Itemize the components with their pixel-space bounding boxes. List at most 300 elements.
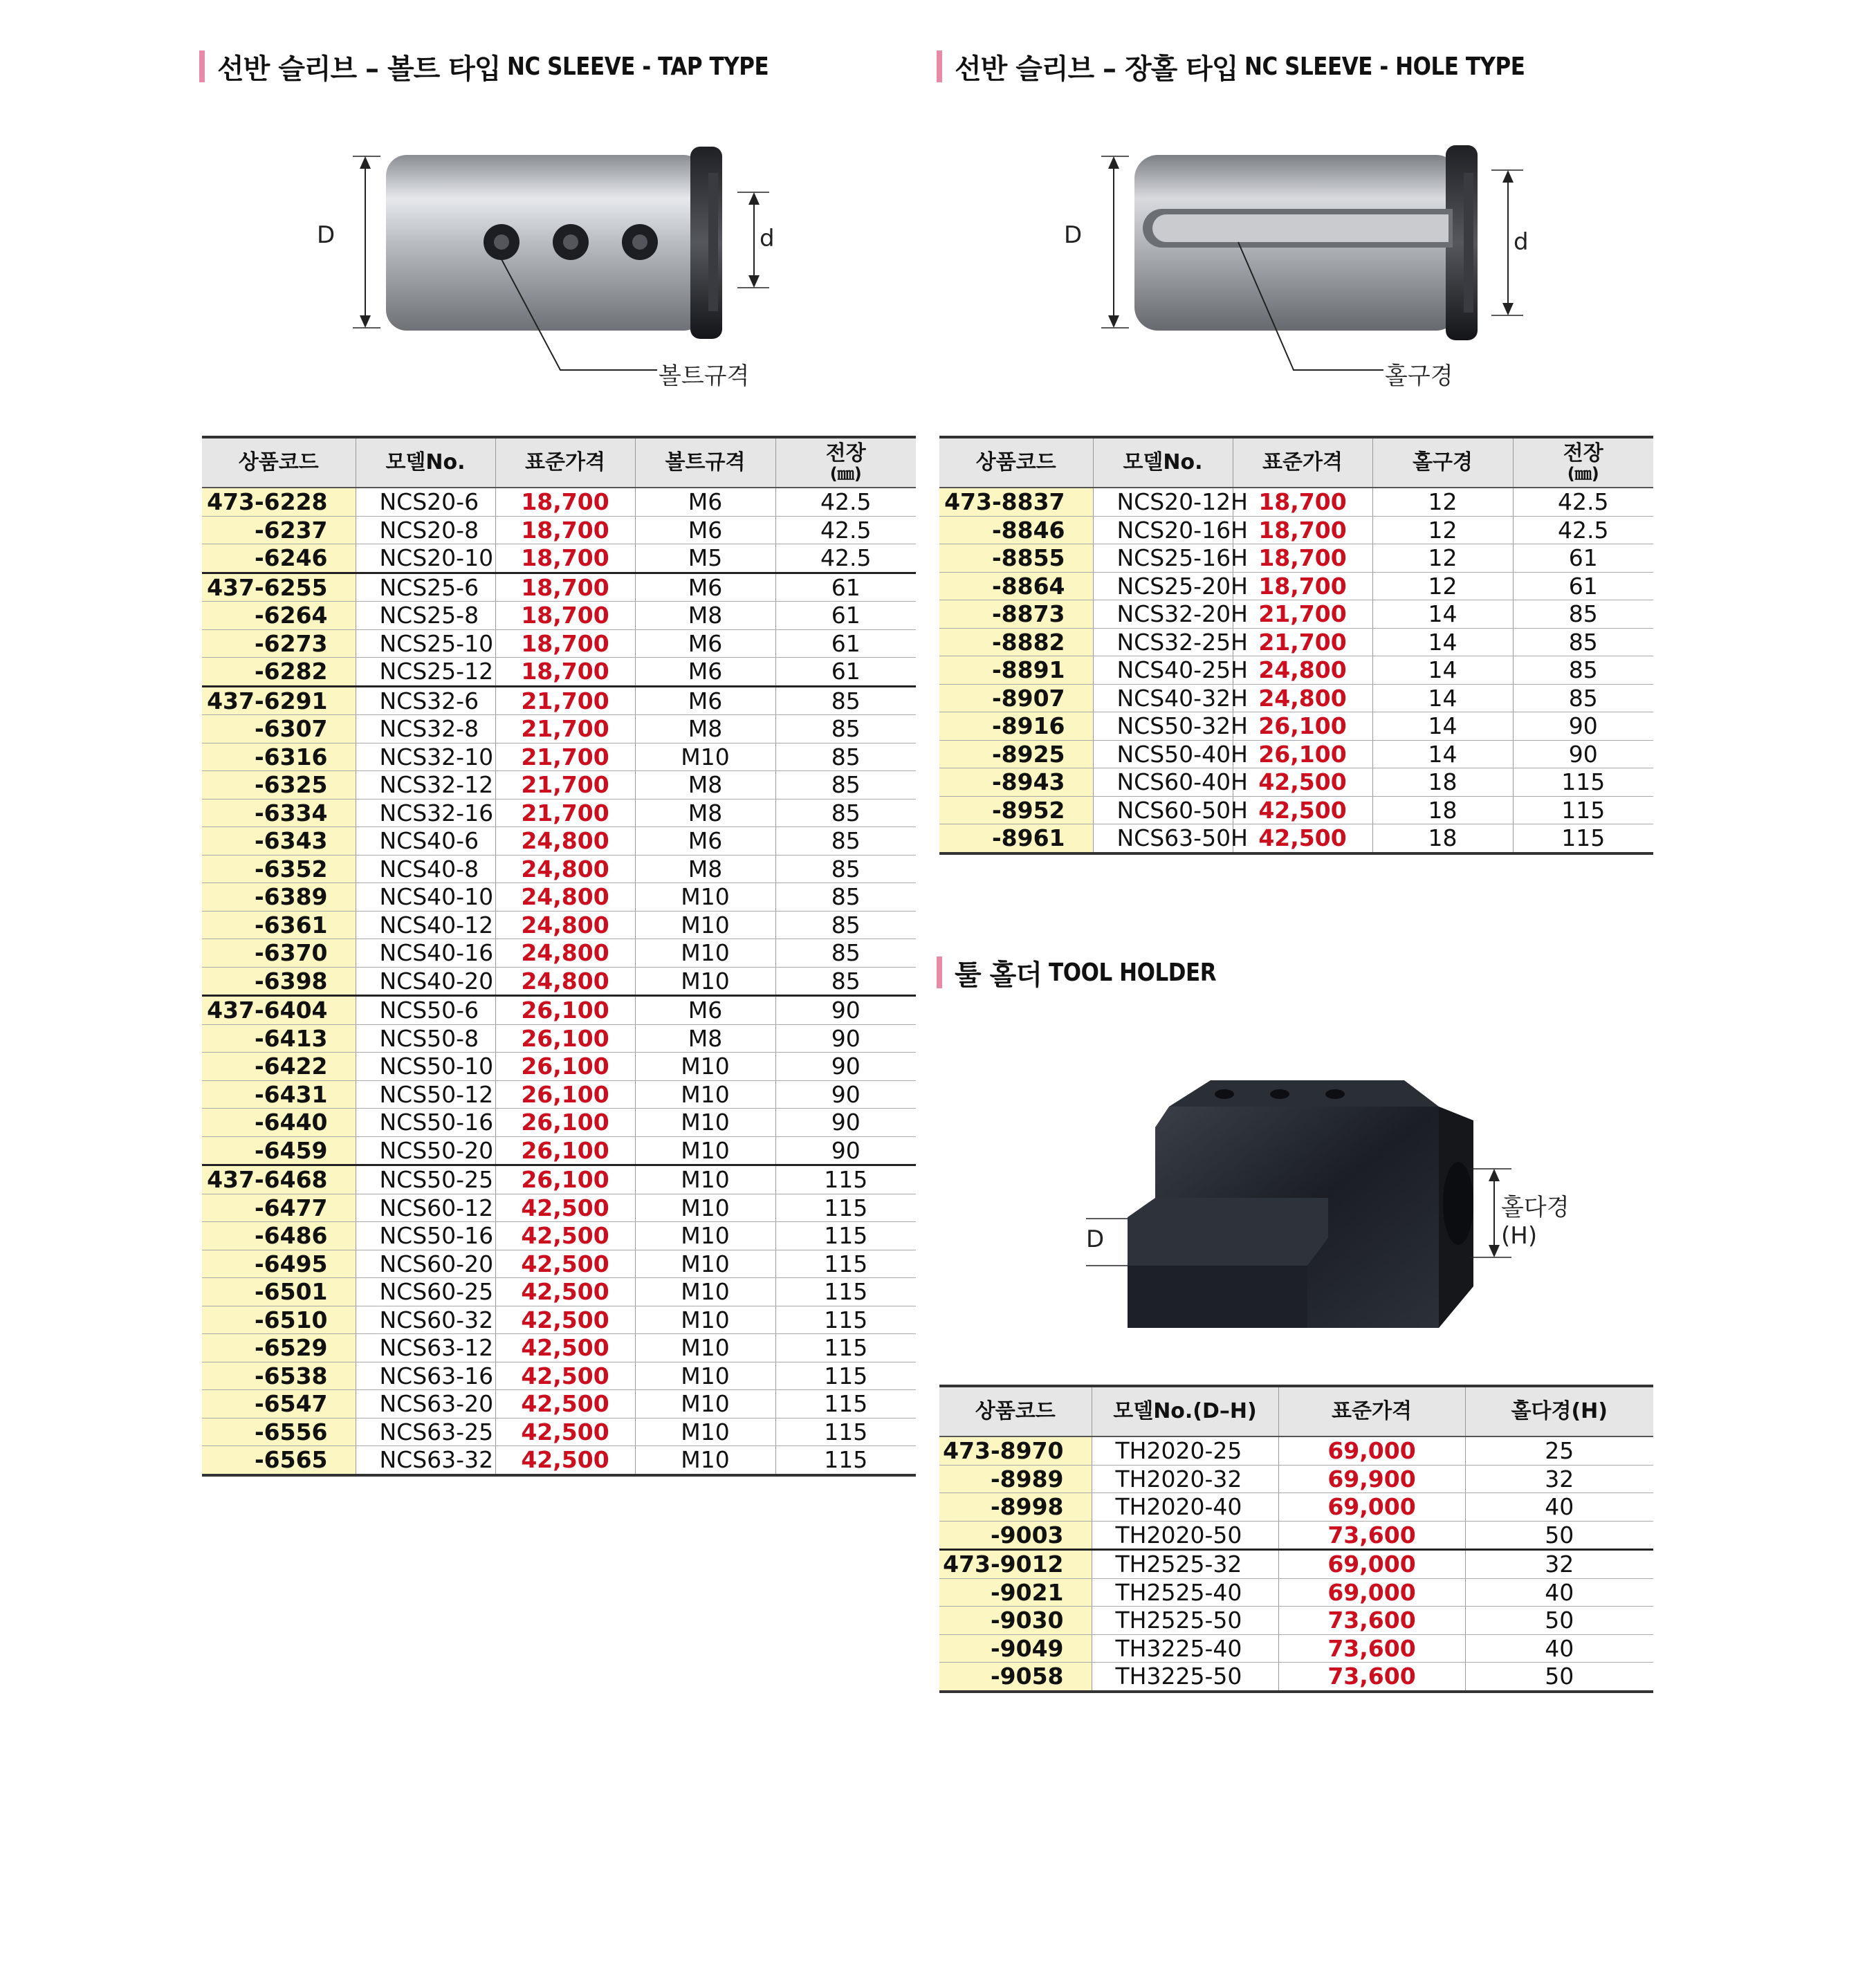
- table-row: [202, 1222, 916, 1250]
- price-cell: 24,800: [495, 855, 635, 883]
- product-code-cell: -6556: [202, 1418, 356, 1446]
- table-row: [202, 488, 916, 516]
- length-cell: 85: [775, 743, 916, 771]
- table-row: [939, 768, 1653, 797]
- hole-size-cell: 14: [1372, 684, 1513, 712]
- table-row: [939, 796, 1653, 824]
- model-no-cell: NCS60-50H: [1093, 796, 1233, 824]
- price-cell: 24,800: [495, 939, 635, 968]
- table-row: [202, 1446, 916, 1475]
- product-code-cell: 437-6255: [202, 573, 356, 602]
- col-header-std-price: 표준가격: [1278, 1386, 1465, 1436]
- length-cell: 85: [775, 686, 916, 715]
- product-code-cell: -8864: [939, 572, 1093, 600]
- table-row: [939, 712, 1653, 741]
- length-label: 전장: [825, 441, 866, 465]
- holder-dia-cell: 40: [1465, 1493, 1653, 1522]
- table-row: [939, 1578, 1653, 1607]
- model-no-cell: TH2525-32: [1092, 1550, 1278, 1579]
- hole-label-d: d: [1514, 228, 1529, 256]
- bolt-size-cell: M6: [635, 827, 775, 856]
- model-no-cell: TH2020-50: [1092, 1521, 1278, 1550]
- model-no-cell: NCS32-20H: [1093, 600, 1233, 629]
- table-row: [939, 656, 1653, 685]
- table-row: [202, 602, 916, 630]
- table-row: [939, 684, 1653, 712]
- price-cell: 42,500: [1233, 824, 1372, 853]
- table-row: [939, 1436, 1653, 1465]
- product-code-cell: -6361: [202, 911, 356, 939]
- bolt-size-cell: M10: [635, 1165, 775, 1194]
- table-row: [202, 686, 916, 715]
- product-code-cell: -6486: [202, 1222, 356, 1250]
- product-code-cell: 473-8970: [939, 1436, 1092, 1465]
- bolt-size-cell: M8: [635, 715, 775, 743]
- length-cell: 90: [775, 1024, 916, 1053]
- hole-size-cell: 14: [1372, 600, 1513, 629]
- bolt-size-cell: M10: [635, 1362, 775, 1390]
- length-cell: 42.5: [775, 488, 916, 516]
- hole-title-ko: 선반 슬리브 – 장홀 타입: [955, 53, 1238, 85]
- table-row: [202, 658, 916, 687]
- product-code-cell: -8925: [939, 740, 1093, 768]
- product-code-cell: -6477: [202, 1194, 356, 1222]
- length-cell: 90: [775, 1109, 916, 1137]
- model-no-cell: NCS60-32: [356, 1306, 495, 1334]
- price-cell: 42,500: [495, 1446, 635, 1475]
- price-cell: 42,500: [495, 1194, 635, 1222]
- table-row: [202, 1278, 916, 1306]
- model-no-cell: NCS40-6: [356, 827, 495, 856]
- bolt-size-cell: M6: [635, 658, 775, 687]
- hole-size-cell: 12: [1372, 516, 1513, 544]
- bolt-size-cell: M8: [635, 1024, 775, 1053]
- holder-title-en: TOOL HOLDER: [1048, 958, 1217, 987]
- bolt-size-cell: M10: [635, 1109, 775, 1137]
- product-code-cell: -6510: [202, 1306, 356, 1334]
- col-header-product-code: 상품코드: [939, 437, 1093, 488]
- product-code-cell: -8907: [939, 684, 1093, 712]
- table-row: [939, 600, 1653, 629]
- model-no-cell: NCS40-20: [356, 967, 495, 996]
- length-cell: 42.5: [1513, 516, 1653, 544]
- price-cell: 18,700: [1233, 544, 1372, 573]
- model-no-cell: NCS25-8: [356, 602, 495, 630]
- product-code-cell: -6440: [202, 1109, 356, 1137]
- length-cell: 42.5: [1513, 488, 1653, 516]
- price-cell: 26,100: [495, 1080, 635, 1109]
- price-cell: 18,700: [495, 573, 635, 602]
- hole-title-en: NC SLEEVE - HOLE TYPE: [1244, 52, 1525, 81]
- model-no-cell: NCS25-16H: [1093, 544, 1233, 573]
- model-no-cell: NCS50-10: [356, 1053, 495, 1081]
- table-row: [939, 1521, 1653, 1550]
- product-code-cell: -6547: [202, 1390, 356, 1418]
- col-header-std-price: 표준가격: [1233, 437, 1372, 488]
- table-row: [202, 573, 916, 602]
- product-code-cell: 473-9012: [939, 1550, 1092, 1579]
- bolt-size-cell: M10: [635, 1053, 775, 1081]
- model-no-cell: NCS40-25H: [1093, 656, 1233, 685]
- table-header-row: [202, 437, 916, 488]
- col-header-bolt-size: 볼트규격: [635, 437, 775, 488]
- price-cell: 42,500: [495, 1390, 635, 1418]
- model-no-cell: NCS32-16: [356, 799, 495, 827]
- table-row: [939, 1550, 1653, 1579]
- length-cell: 115: [775, 1334, 916, 1362]
- price-cell: 21,700: [1233, 628, 1372, 656]
- length-cell: 61: [775, 573, 916, 602]
- price-cell: 21,700: [1233, 600, 1372, 629]
- bolt-size-cell: M6: [635, 488, 775, 516]
- product-code-cell: -6264: [202, 602, 356, 630]
- tap-label-D: D: [317, 221, 335, 249]
- length-cell: 85: [775, 715, 916, 743]
- model-no-cell: NCS20-8: [356, 516, 495, 544]
- product-code-cell: -8873: [939, 600, 1093, 629]
- table-row: [939, 1493, 1653, 1522]
- tap-sleeve-figure: [311, 131, 796, 401]
- price-cell: 21,700: [495, 686, 635, 715]
- product-code-cell: -8998: [939, 1493, 1092, 1522]
- bolt-size-cell: M10: [635, 1278, 775, 1306]
- product-code-cell: -6459: [202, 1136, 356, 1165]
- price-cell: 42,500: [495, 1418, 635, 1446]
- table-row: [202, 1418, 916, 1446]
- price-cell: 42,500: [495, 1250, 635, 1278]
- table-row: [202, 1136, 916, 1165]
- product-code-cell: -8961: [939, 824, 1093, 853]
- table-row: [202, 1080, 916, 1109]
- hole-size-cell: 14: [1372, 628, 1513, 656]
- table-row: [202, 743, 916, 771]
- table-row: [202, 1306, 916, 1334]
- hole-sleeve-figure: [1058, 131, 1543, 401]
- model-no-cell: NCS40-32H: [1093, 684, 1233, 712]
- bolt-size-cell: M8: [635, 799, 775, 827]
- length-cell: 61: [775, 602, 916, 630]
- length-cell: 85: [1513, 684, 1653, 712]
- product-code-cell: 473-6228: [202, 488, 356, 516]
- hole-size-cell: 12: [1372, 544, 1513, 573]
- hole-callout-hole-size: 홀구경: [1385, 362, 1453, 390]
- product-code-cell: -6352: [202, 855, 356, 883]
- length-cell: 85: [1513, 600, 1653, 629]
- product-code-cell: 437-6291: [202, 686, 356, 715]
- model-no-cell: NCS25-12: [356, 658, 495, 687]
- product-code-cell: 437-6404: [202, 996, 356, 1025]
- hole-size-cell: 14: [1372, 740, 1513, 768]
- product-code-cell: -6422: [202, 1053, 356, 1081]
- product-code-cell: -9058: [939, 1663, 1092, 1692]
- model-no-cell: TH2525-40: [1092, 1578, 1278, 1607]
- price-cell: 73,600: [1278, 1521, 1465, 1550]
- product-code-cell: -6246: [202, 544, 356, 573]
- length-cell: 85: [1513, 628, 1653, 656]
- holder-dia-cell: 40: [1465, 1634, 1653, 1663]
- model-no-cell: NCS50-40H: [1093, 740, 1233, 768]
- table-row: [939, 544, 1653, 573]
- price-cell: 21,700: [495, 715, 635, 743]
- price-cell: 69,000: [1278, 1550, 1465, 1579]
- price-cell: 73,600: [1278, 1634, 1465, 1663]
- length-label: 전장: [1563, 441, 1603, 465]
- price-cell: 26,100: [495, 1136, 635, 1165]
- col-header-length: [775, 437, 916, 488]
- length-cell: 90: [1513, 712, 1653, 741]
- bolt-size-cell: M10: [635, 967, 775, 996]
- table-row: [202, 1194, 916, 1222]
- hole-size-cell: 18: [1372, 796, 1513, 824]
- table-row: [202, 1362, 916, 1390]
- table-row: [939, 516, 1653, 544]
- table-header-row: [939, 437, 1653, 488]
- table-row: [939, 628, 1653, 656]
- product-code-cell: -8989: [939, 1465, 1092, 1493]
- table-row: [202, 855, 916, 883]
- length-cell: 115: [775, 1250, 916, 1278]
- hole-size-cell: 18: [1372, 768, 1513, 797]
- bolt-size-cell: M10: [635, 1306, 775, 1334]
- model-no-cell: NCS40-10: [356, 883, 495, 912]
- table-row: [202, 1334, 916, 1362]
- table-row: [202, 771, 916, 799]
- length-cell: 90: [775, 1053, 916, 1081]
- holder-dia-cell: 32: [1465, 1465, 1653, 1493]
- holder-dia-cell: 32: [1465, 1550, 1653, 1579]
- price-cell: 18,700: [1233, 572, 1372, 600]
- length-cell: 61: [775, 658, 916, 687]
- table-row: [202, 1390, 916, 1418]
- product-code-cell: -6398: [202, 967, 356, 996]
- bolt-size-cell: M8: [635, 771, 775, 799]
- table-row: [939, 740, 1653, 768]
- product-code-cell: -8916: [939, 712, 1093, 741]
- table-row: [939, 1607, 1653, 1635]
- model-no-cell: NCS25-20H: [1093, 572, 1233, 600]
- tool-holder-figure: [1079, 1065, 1577, 1342]
- product-code-cell: -6389: [202, 883, 356, 912]
- col-header-hole-size: 홀구경: [1372, 437, 1513, 488]
- price-cell: 24,800: [495, 911, 635, 939]
- price-cell: 69,000: [1278, 1436, 1465, 1465]
- hole-section-title: [937, 47, 1571, 86]
- product-code-cell: -6307: [202, 715, 356, 743]
- price-cell: 18,700: [1233, 516, 1372, 544]
- model-no-cell: TH2020-40: [1092, 1493, 1278, 1522]
- length-cell: 61: [1513, 544, 1653, 573]
- product-code-cell: -6370: [202, 939, 356, 968]
- bolt-size-cell: M10: [635, 939, 775, 968]
- table-row: [202, 1024, 916, 1053]
- bolt-size-cell: M6: [635, 629, 775, 658]
- product-code-cell: -6501: [202, 1278, 356, 1306]
- product-code-cell: -9003: [939, 1521, 1092, 1550]
- col-header-model-no: 모델No.: [356, 437, 495, 488]
- tap-callout-bolt-size: 볼트규격: [659, 362, 750, 390]
- length-cell: 85: [775, 911, 916, 939]
- title-accent-bar: [937, 50, 942, 82]
- length-unit: (㎜): [1567, 464, 1599, 483]
- model-no-cell: NCS50-16: [356, 1109, 495, 1137]
- price-cell: 26,100: [495, 1053, 635, 1081]
- model-no-cell: NCS40-16: [356, 939, 495, 968]
- table-row: [202, 1250, 916, 1278]
- model-no-cell: NCS50-25: [356, 1165, 495, 1194]
- product-code-cell: -9049: [939, 1634, 1092, 1663]
- price-cell: 18,700: [495, 516, 635, 544]
- hole-size-cell: 14: [1372, 656, 1513, 685]
- price-cell: 21,700: [495, 771, 635, 799]
- length-cell: 115: [775, 1222, 916, 1250]
- model-no-cell: TH2525-50: [1092, 1607, 1278, 1635]
- price-cell: 18,700: [495, 602, 635, 630]
- holder-section-title: [937, 953, 1243, 992]
- price-cell: 21,700: [495, 799, 635, 827]
- product-code-cell: -6325: [202, 771, 356, 799]
- product-code-cell: 437-6468: [202, 1165, 356, 1194]
- holder-dia-cell: 25: [1465, 1436, 1653, 1465]
- product-code-cell: -8952: [939, 796, 1093, 824]
- table-row: [202, 629, 916, 658]
- table-header-row: [939, 1386, 1653, 1436]
- product-code-cell: -6282: [202, 658, 356, 687]
- length-cell: 85: [775, 967, 916, 996]
- bolt-size-cell: M10: [635, 1446, 775, 1475]
- model-no-cell: NCS60-20: [356, 1250, 495, 1278]
- model-no-cell: TH3225-50: [1092, 1663, 1278, 1692]
- model-no-cell: NCS50-20: [356, 1136, 495, 1165]
- table-row: [939, 1465, 1653, 1493]
- price-cell: 24,800: [495, 827, 635, 856]
- bolt-size-cell: M10: [635, 1222, 775, 1250]
- length-cell: 115: [775, 1362, 916, 1390]
- product-code-cell: -6334: [202, 799, 356, 827]
- table-row: [202, 544, 916, 573]
- bolt-size-cell: M6: [635, 573, 775, 602]
- model-no-cell: NCS32-10: [356, 743, 495, 771]
- tap-title-ko: 선반 슬리브 – 볼트 타입: [217, 53, 501, 85]
- price-cell: 42,500: [495, 1362, 635, 1390]
- price-cell: 24,800: [1233, 656, 1372, 685]
- length-cell: 85: [775, 799, 916, 827]
- hole-size-cell: 12: [1372, 488, 1513, 516]
- model-no-cell: NCS50-16: [356, 1222, 495, 1250]
- length-cell: 115: [775, 1194, 916, 1222]
- product-code-cell: -6273: [202, 629, 356, 658]
- length-cell: 90: [775, 1080, 916, 1109]
- price-cell: 24,800: [495, 883, 635, 912]
- price-cell: 69,000: [1278, 1493, 1465, 1522]
- product-code-cell: -8846: [939, 516, 1093, 544]
- bolt-size-cell: M6: [635, 686, 775, 715]
- table-row: [202, 827, 916, 856]
- hole-sleeve-illustration: [1058, 131, 1543, 401]
- bolt-size-cell: M10: [635, 1418, 775, 1446]
- price-cell: 42,500: [495, 1334, 635, 1362]
- table-row: [202, 516, 916, 544]
- col-header-model-no-dh: 모델No.(D–H): [1092, 1386, 1278, 1436]
- length-cell: 85: [775, 939, 916, 968]
- model-no-cell: NCS50-6: [356, 996, 495, 1025]
- length-cell: 90: [775, 1136, 916, 1165]
- length-cell: 90: [1513, 740, 1653, 768]
- holder-callout-hole-dia: 홀다경(H): [1501, 1194, 1570, 1250]
- length-cell: 85: [775, 855, 916, 883]
- model-no-cell: NCS60-12: [356, 1194, 495, 1222]
- bolt-size-cell: M10: [635, 1390, 775, 1418]
- bolt-size-cell: M8: [635, 855, 775, 883]
- title-accent-bar: [199, 50, 205, 82]
- table-row: [202, 799, 916, 827]
- length-cell: 85: [1513, 656, 1653, 685]
- bolt-size-cell: M10: [635, 1080, 775, 1109]
- bolt-size-cell: M10: [635, 1250, 775, 1278]
- product-code-cell: -6431: [202, 1080, 356, 1109]
- length-cell: 115: [775, 1165, 916, 1194]
- product-code-cell: -8882: [939, 628, 1093, 656]
- price-cell: 69,900: [1278, 1465, 1465, 1493]
- price-cell: 21,700: [495, 743, 635, 771]
- price-cell: 26,100: [1233, 740, 1372, 768]
- product-code-cell: -6565: [202, 1446, 356, 1475]
- model-no-cell: NCS63-50H: [1093, 824, 1233, 853]
- tap-label-d: d: [760, 225, 775, 252]
- table-row: [939, 572, 1653, 600]
- product-code-cell: 473-8837: [939, 488, 1093, 516]
- col-header-std-price: 표준가격: [495, 437, 635, 488]
- bolt-size-cell: M10: [635, 1194, 775, 1222]
- holder-dia-cell: 50: [1465, 1607, 1653, 1635]
- col-header-product-code: 상품코드: [202, 437, 356, 488]
- col-header-length: [1513, 437, 1653, 488]
- table-row: [939, 1663, 1653, 1692]
- product-code-cell: -6343: [202, 827, 356, 856]
- price-cell: 18,700: [495, 658, 635, 687]
- length-cell: 61: [775, 629, 916, 658]
- hole-type-spec-table: [939, 436, 1653, 855]
- length-cell: 115: [1513, 796, 1653, 824]
- length-cell: 115: [775, 1418, 916, 1446]
- model-no-cell: NCS63-16: [356, 1362, 495, 1390]
- price-cell: 26,100: [495, 1109, 635, 1137]
- model-no-cell: NCS50-8: [356, 1024, 495, 1053]
- price-cell: 42,500: [1233, 768, 1372, 797]
- length-cell: 115: [1513, 768, 1653, 797]
- product-code-cell: -9021: [939, 1578, 1092, 1607]
- length-cell: 42.5: [775, 516, 916, 544]
- price-cell: 24,800: [495, 967, 635, 996]
- table-row: [939, 824, 1653, 853]
- table-row: [939, 1634, 1653, 1663]
- table-row: [202, 715, 916, 743]
- product-code-cell: -8943: [939, 768, 1093, 797]
- product-code-cell: -6538: [202, 1362, 356, 1390]
- holder-title-ko: 툴 홀더: [955, 959, 1042, 991]
- col-header-holder-dia: 홀다경(H): [1465, 1386, 1653, 1436]
- length-cell: 85: [775, 827, 916, 856]
- table-row: [202, 1109, 916, 1137]
- model-no-cell: NCS63-20: [356, 1390, 495, 1418]
- model-no-cell: NCS25-10: [356, 629, 495, 658]
- hole-size-cell: 14: [1372, 712, 1513, 741]
- product-code-cell: -6237: [202, 516, 356, 544]
- price-cell: 73,600: [1278, 1607, 1465, 1635]
- model-no-cell: TH2020-25: [1092, 1436, 1278, 1465]
- length-cell: 115: [775, 1278, 916, 1306]
- table-row: [202, 939, 916, 968]
- price-cell: 18,700: [495, 629, 635, 658]
